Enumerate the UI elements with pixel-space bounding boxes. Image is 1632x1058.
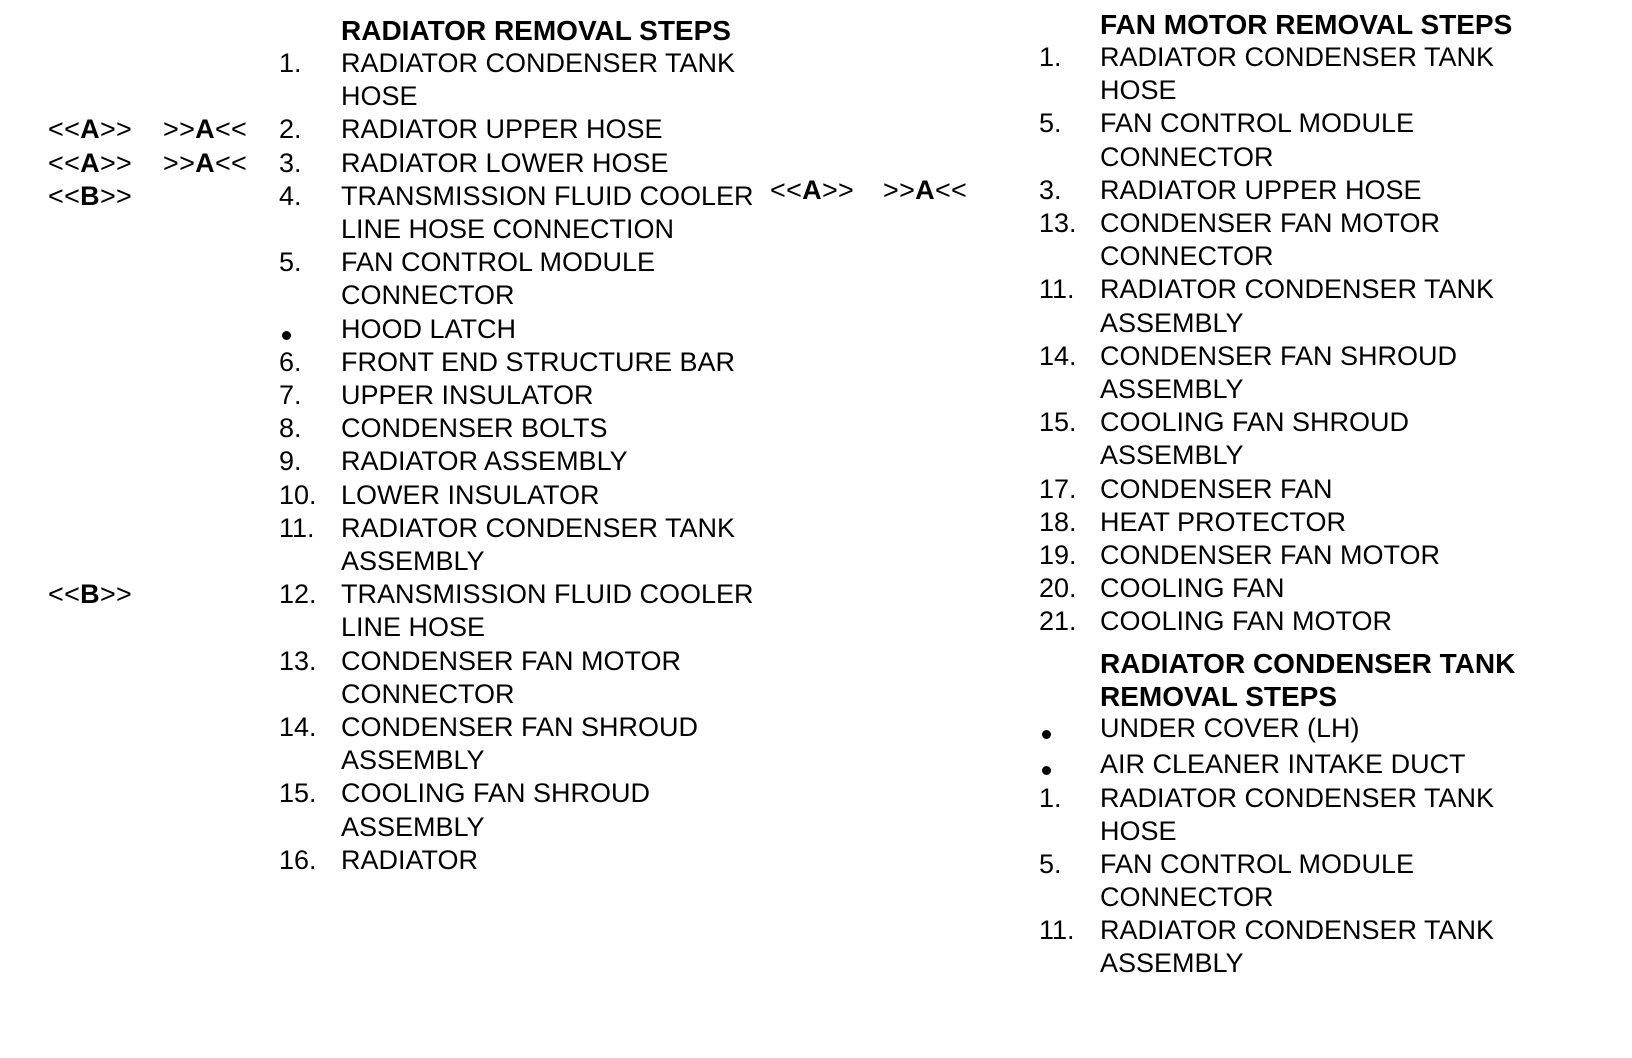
step-text: LINE HOSE bbox=[341, 612, 486, 643]
step-marker-a: <<A>> bbox=[48, 114, 133, 145]
step-text: CONNECTOR bbox=[1100, 141, 1274, 172]
step-text: HOSE bbox=[341, 81, 418, 112]
step-number: 2. bbox=[279, 114, 302, 145]
step-marker-a: <<B>> bbox=[48, 180, 133, 211]
step-text: COOLING FAN SHROUD bbox=[341, 778, 651, 809]
step-text: CONNECTOR bbox=[341, 678, 515, 709]
step-text: ASSEMBLY bbox=[341, 811, 485, 842]
step-text: CONDENSER FAN bbox=[1100, 473, 1333, 504]
step-number: 7. bbox=[279, 380, 302, 410]
step-text: RADIATOR CONDENSER TANK bbox=[1100, 274, 1495, 305]
bullet-icon bbox=[1042, 730, 1051, 739]
step-number: 11. bbox=[1039, 915, 1075, 945]
step-marker-b: >>A<< bbox=[163, 114, 248, 145]
step-number: 11. bbox=[1039, 274, 1075, 305]
step-text: RADIATOR LOWER HOSE bbox=[341, 147, 669, 178]
step-text: CONDENSER FAN MOTOR bbox=[341, 645, 682, 676]
step-number: 3. bbox=[279, 147, 302, 178]
step-text: COOLING FAN MOTOR bbox=[1100, 606, 1393, 637]
step-text: FRONT END STRUCTURE BAR bbox=[341, 346, 736, 377]
step-text: COOLING FAN bbox=[1100, 573, 1285, 604]
step-text: LOWER INSULATOR bbox=[341, 479, 600, 510]
step-text: RADIATOR CONDENSER TANK bbox=[1100, 42, 1495, 72]
step-text: CONDENSER FAN MOTOR bbox=[1100, 208, 1441, 238]
step-number: 16. bbox=[279, 844, 317, 875]
step-text: ASSEMBLY bbox=[341, 745, 485, 776]
step-number: 13. bbox=[1039, 208, 1077, 238]
step-text: CONDENSER FAN SHROUD bbox=[341, 712, 699, 742]
step-number: 18. bbox=[1039, 506, 1077, 537]
step-text: CONDENSER FAN MOTOR bbox=[1100, 540, 1441, 570]
step-marker-a: <<A>> bbox=[770, 174, 855, 205]
step-number: 11. bbox=[279, 512, 315, 543]
step-text: HOSE bbox=[1100, 816, 1177, 847]
step-number: 14. bbox=[1039, 340, 1077, 371]
step-text: RADIATOR UPPER HOSE bbox=[341, 114, 663, 145]
step-number: 8. bbox=[279, 413, 302, 444]
condenser-tank-removal-heading-line2: REMOVAL STEPS bbox=[1100, 681, 1338, 712]
step-text: RADIATOR CONDENSER TANK bbox=[1100, 783, 1495, 813]
step-text: RADIATOR bbox=[341, 844, 479, 875]
step-marker-b: >>A<< bbox=[163, 147, 248, 178]
bullet-icon bbox=[1042, 766, 1051, 775]
step-text: RADIATOR CONDENSER TANK bbox=[341, 48, 736, 78]
bullet-icon bbox=[282, 331, 291, 340]
step-number: 5. bbox=[1039, 849, 1062, 879]
step-number: 17. bbox=[1039, 473, 1077, 504]
step-number: 5. bbox=[279, 247, 302, 278]
step-text: TRANSMISSION FLUID COOLER bbox=[341, 180, 754, 211]
step-text: RADIATOR CONDENSER TANK bbox=[1100, 915, 1495, 945]
step-number: 20. bbox=[1039, 573, 1077, 604]
step-marker-a: <<B>> bbox=[48, 579, 133, 610]
step-number: 12. bbox=[279, 579, 317, 610]
step-text: HOOD LATCH bbox=[341, 313, 517, 344]
step-number: 21. bbox=[1039, 606, 1077, 637]
step-number: 15. bbox=[279, 778, 317, 809]
step-number: 5. bbox=[1039, 108, 1062, 139]
step-text: HOSE bbox=[1100, 75, 1177, 106]
step-text: HEAT PROTECTOR bbox=[1100, 506, 1347, 537]
step-text: FAN CONTROL MODULE bbox=[1100, 108, 1415, 139]
step-text: CONNECTOR bbox=[341, 280, 515, 311]
step-text: ASSEMBLY bbox=[1100, 373, 1244, 404]
step-number: 15. bbox=[1039, 407, 1077, 438]
condenser-tank-removal-heading-line1: RADIATOR CONDENSER TANK bbox=[1100, 648, 1516, 679]
step-text: TRANSMISSION FLUID COOLER bbox=[341, 579, 754, 610]
step-text: COOLING FAN SHROUD bbox=[1100, 407, 1410, 438]
step-marker-b: >>A<< bbox=[883, 174, 968, 205]
step-text: RADIATOR CONDENSER TANK bbox=[341, 512, 736, 543]
step-text: UNDER COVER (LH) bbox=[1100, 713, 1360, 743]
step-text: FAN CONTROL MODULE bbox=[341, 247, 656, 278]
step-text: UPPER INSULATOR bbox=[341, 380, 594, 410]
step-number: 10. bbox=[279, 479, 317, 510]
step-text: RADIATOR ASSEMBLY bbox=[341, 446, 628, 477]
step-text: ASSEMBLY bbox=[1100, 440, 1244, 471]
step-number: 3. bbox=[1039, 174, 1062, 205]
step-number: 9. bbox=[279, 446, 302, 477]
step-text: FAN CONTROL MODULE bbox=[1100, 849, 1415, 879]
step-number: 1. bbox=[1039, 42, 1062, 72]
step-text: CONDENSER FAN SHROUD bbox=[1100, 340, 1458, 371]
step-text: LINE HOSE CONNECTION bbox=[341, 213, 675, 244]
step-text: CONNECTOR bbox=[1100, 241, 1274, 272]
step-number: 14. bbox=[279, 712, 317, 742]
step-text: RADIATOR UPPER HOSE bbox=[1100, 174, 1422, 205]
step-number: 13. bbox=[279, 645, 317, 676]
step-number: 1. bbox=[279, 48, 302, 78]
step-marker-a: <<A>> bbox=[48, 147, 133, 178]
step-number: 1. bbox=[1039, 783, 1062, 813]
step-text: CONNECTOR bbox=[1100, 882, 1274, 913]
step-text: ASSEMBLY bbox=[341, 545, 485, 576]
step-number: 19. bbox=[1039, 540, 1077, 570]
step-text: ASSEMBLY bbox=[1100, 948, 1244, 979]
step-text: ASSEMBLY bbox=[1100, 307, 1244, 338]
step-text: CONDENSER BOLTS bbox=[341, 413, 608, 444]
step-text: AIR CLEANER INTAKE DUCT bbox=[1100, 749, 1466, 779]
step-number: 4. bbox=[279, 180, 302, 211]
step-number: 6. bbox=[279, 346, 302, 377]
radiator-removal-heading: RADIATOR REMOVAL STEPS bbox=[341, 15, 731, 46]
fan-motor-removal-heading: FAN MOTOR REMOVAL STEPS bbox=[1100, 9, 1513, 40]
